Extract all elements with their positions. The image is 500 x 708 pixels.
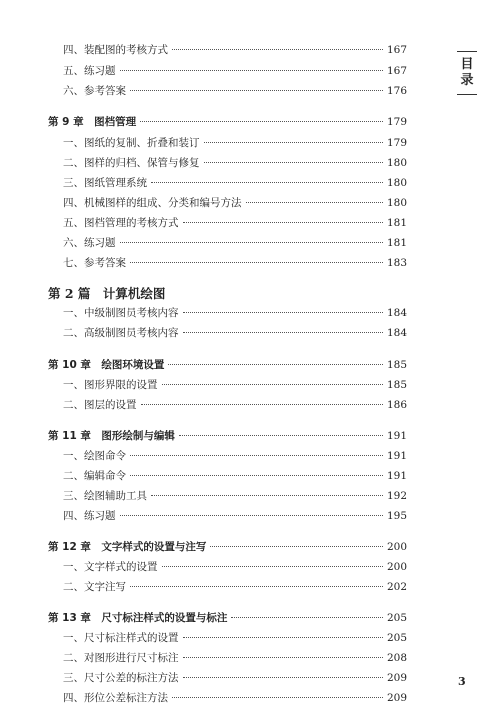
toc-page-number: 179 bbox=[386, 116, 407, 128]
toc-entry bbox=[63, 508, 407, 526]
toc-chapter-heading bbox=[48, 610, 407, 628]
toc-page-number: 200 bbox=[386, 561, 407, 573]
toc-page-number: 202 bbox=[386, 581, 407, 593]
toc-page-number: 184 bbox=[386, 307, 407, 319]
dot-leader bbox=[172, 49, 383, 50]
toc-title: 第 13 章 尺寸标注样式的设置与标注 bbox=[48, 612, 228, 624]
toc-title: 三、绘图辅助工具 bbox=[63, 490, 147, 502]
toc-page-number: 209 bbox=[386, 692, 407, 704]
toc-title: 四、装配图的考核方式 bbox=[63, 44, 168, 56]
toc-title: 四、形位公差标注方法 bbox=[63, 692, 168, 704]
toc-page-number: 208 bbox=[386, 652, 407, 664]
side-label-char: 录 bbox=[460, 73, 474, 88]
toc-page-number: 195 bbox=[386, 510, 407, 522]
dot-leader bbox=[162, 384, 383, 385]
toc-page-number: 191 bbox=[386, 470, 407, 482]
toc-page-number: 192 bbox=[386, 490, 407, 502]
toc-page-number: 186 bbox=[386, 399, 407, 411]
dot-leader bbox=[183, 637, 383, 638]
dot-leader bbox=[130, 586, 383, 587]
toc-entry bbox=[63, 255, 407, 273]
toc-entry bbox=[63, 448, 407, 466]
toc-entry bbox=[63, 155, 407, 173]
toc-title: 三、图纸管理系统 bbox=[63, 177, 147, 189]
toc-title: 三、尺寸公差的标注方法 bbox=[63, 672, 179, 684]
toc-chapter-heading bbox=[48, 539, 407, 557]
dot-leader bbox=[151, 182, 383, 183]
dot-leader bbox=[246, 202, 383, 203]
toc-title: 第 9 章 图档管理 bbox=[48, 116, 137, 128]
toc-page-number: 181 bbox=[386, 237, 407, 249]
toc-entry bbox=[63, 235, 407, 253]
toc-page-number: 179 bbox=[386, 137, 407, 149]
dot-leader bbox=[130, 90, 383, 91]
toc-entry bbox=[63, 559, 407, 577]
toc-entry bbox=[63, 215, 407, 233]
dot-leader bbox=[183, 222, 383, 223]
toc-page-number: 205 bbox=[386, 612, 407, 624]
toc-title: 一、绘图命令 bbox=[63, 450, 126, 462]
dot-leader bbox=[183, 312, 383, 313]
dot-leader bbox=[210, 546, 383, 547]
toc-title: 二、编辑命令 bbox=[63, 470, 126, 482]
toc-entry bbox=[63, 42, 407, 60]
side-label-char: 目 bbox=[460, 57, 474, 72]
toc-page-number: 176 bbox=[386, 85, 407, 97]
dot-leader bbox=[120, 70, 383, 71]
toc-part-heading bbox=[48, 284, 248, 302]
dot-leader bbox=[120, 242, 383, 243]
toc-page-number: 181 bbox=[386, 217, 407, 229]
toc-title: 二、高级制图员考核内容 bbox=[63, 327, 179, 339]
dot-leader bbox=[151, 495, 383, 496]
toc-entry bbox=[63, 83, 407, 101]
dot-leader bbox=[183, 677, 383, 678]
dot-leader bbox=[130, 262, 383, 263]
toc-page-number: 205 bbox=[386, 632, 407, 644]
toc-title: 第 12 章 文字样式的设置与注写 bbox=[48, 541, 207, 553]
toc-title: 五、图档管理的考核方式 bbox=[63, 217, 179, 229]
toc-title: 二、文字注写 bbox=[63, 581, 126, 593]
toc-entry bbox=[63, 135, 407, 153]
dot-leader bbox=[183, 332, 383, 333]
toc-chapter-heading bbox=[48, 357, 407, 375]
dot-leader bbox=[162, 566, 383, 567]
toc-title: 四、机械图样的组成、分类和编号方法 bbox=[63, 197, 242, 209]
dot-leader bbox=[204, 162, 383, 163]
toc-title: 二、对图形进行尺寸标注 bbox=[63, 652, 179, 664]
dot-leader bbox=[141, 404, 383, 405]
dot-leader bbox=[130, 475, 383, 476]
toc-page-number: 191 bbox=[386, 450, 407, 462]
dot-leader bbox=[179, 435, 383, 436]
toc-entry bbox=[63, 63, 407, 81]
toc-title: 一、图纸的复制、折叠和装订 bbox=[63, 137, 200, 149]
dot-leader bbox=[140, 121, 383, 122]
toc-entry bbox=[63, 468, 407, 486]
dot-leader bbox=[168, 364, 383, 365]
side-section-label bbox=[457, 51, 477, 95]
toc-entry bbox=[63, 630, 407, 648]
toc-title: 六、练习题 bbox=[63, 237, 116, 249]
toc-entry bbox=[63, 377, 407, 395]
page-number: 3 bbox=[458, 675, 466, 688]
toc-page-number: 200 bbox=[386, 541, 407, 553]
toc-page-number: 180 bbox=[386, 157, 407, 169]
toc-entry bbox=[63, 579, 407, 597]
toc-entry bbox=[63, 670, 407, 688]
toc-title: 第 10 章 绘图环境设置 bbox=[48, 359, 165, 371]
toc-page-number: 167 bbox=[386, 65, 407, 77]
toc-entry bbox=[63, 195, 407, 213]
dot-leader bbox=[204, 142, 383, 143]
toc-page-number: 191 bbox=[386, 430, 407, 442]
toc-page-number: 185 bbox=[386, 359, 407, 371]
toc-title: 四、练习题 bbox=[63, 510, 116, 522]
toc-title: 一、图形界限的设置 bbox=[63, 379, 158, 391]
toc-entry bbox=[63, 650, 407, 668]
toc-page-number: 183 bbox=[386, 257, 407, 269]
toc-title: 二、图样的归档、保管与修复 bbox=[63, 157, 200, 169]
toc-page-number: 209 bbox=[386, 672, 407, 684]
toc-chapter-heading bbox=[48, 428, 407, 446]
toc-page-number: 180 bbox=[386, 197, 407, 209]
dot-leader bbox=[120, 515, 383, 516]
toc-page-number: 167 bbox=[386, 44, 407, 56]
dot-leader bbox=[231, 617, 383, 618]
toc-entry bbox=[63, 175, 407, 193]
toc-title: 第 2 篇 计算机绘图 bbox=[48, 286, 166, 301]
dot-leader bbox=[130, 455, 383, 456]
toc-page-number: 184 bbox=[386, 327, 407, 339]
toc-title: 五、练习题 bbox=[63, 65, 116, 77]
toc-title: 第 11 章 图形绘制与编辑 bbox=[48, 430, 175, 442]
toc-chapter-heading bbox=[48, 114, 407, 132]
toc-page-number: 185 bbox=[386, 379, 407, 391]
toc-entry bbox=[63, 325, 407, 343]
toc-title: 二、图层的设置 bbox=[63, 399, 137, 411]
toc-page-number: 180 bbox=[386, 177, 407, 189]
toc-entry bbox=[63, 397, 407, 415]
toc-entry bbox=[63, 305, 407, 323]
toc-entry bbox=[63, 690, 407, 708]
toc-title: 七、参考答案 bbox=[63, 257, 126, 269]
dot-leader bbox=[183, 657, 383, 658]
toc-title: 一、文字样式的设置 bbox=[63, 561, 158, 573]
toc-title: 一、中级制图员考核内容 bbox=[63, 307, 179, 319]
toc-title: 一、尺寸标注样式的设置 bbox=[63, 632, 179, 644]
dot-leader bbox=[172, 697, 383, 698]
toc-entry bbox=[63, 488, 407, 506]
toc-title: 六、参考答案 bbox=[63, 85, 126, 97]
